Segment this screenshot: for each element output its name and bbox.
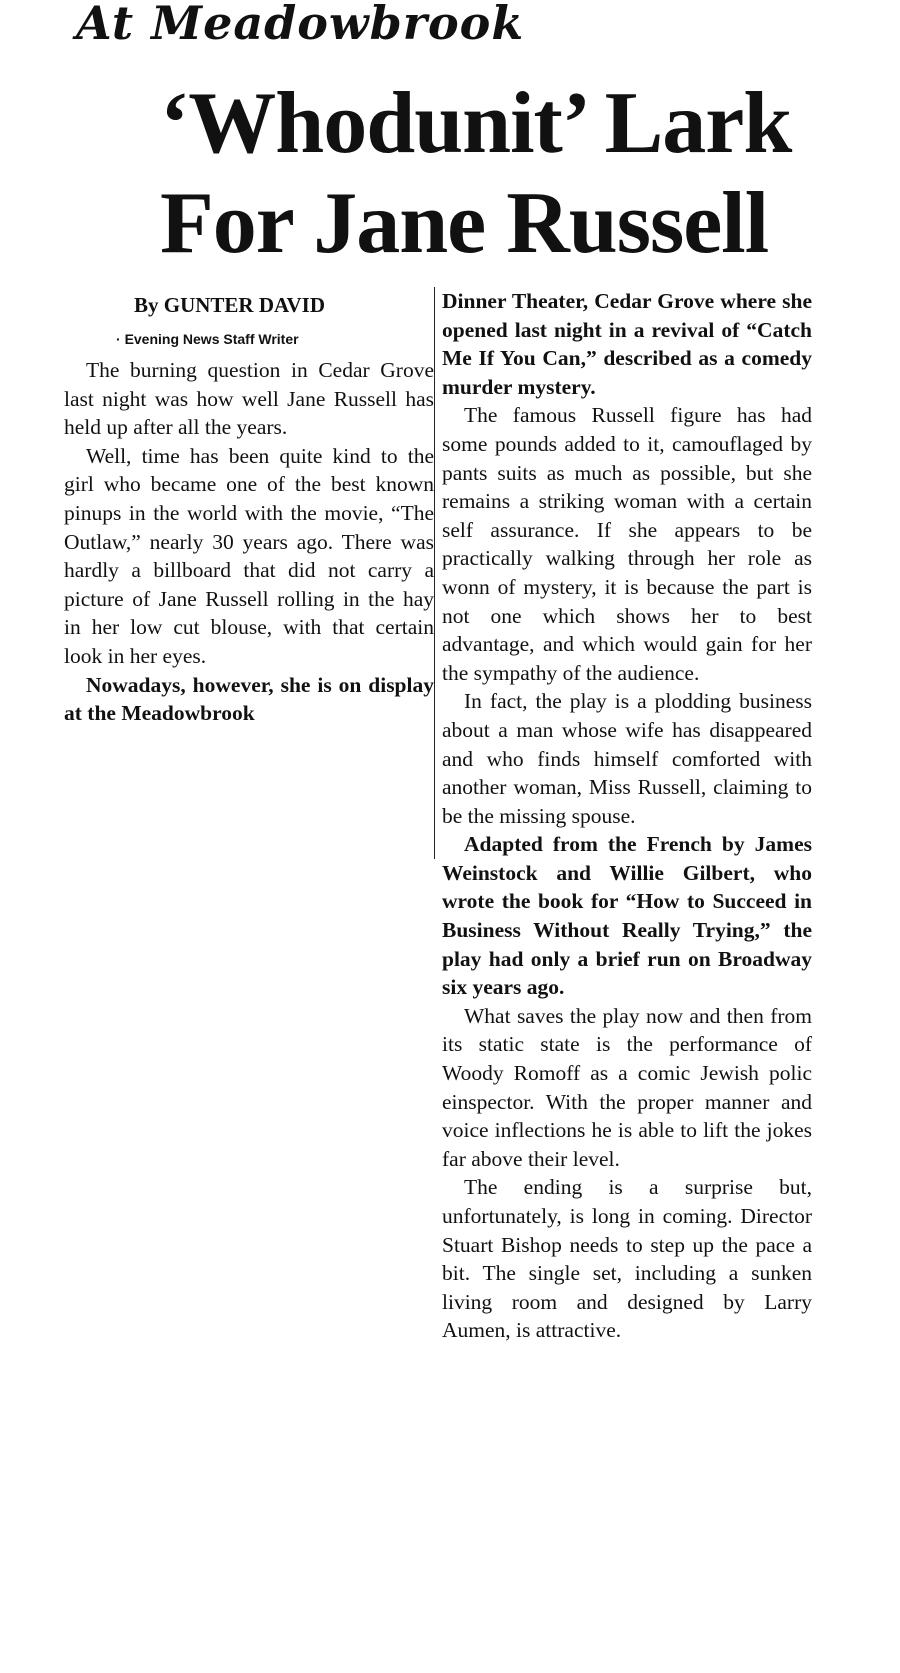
paragraph: The ending is a surprise but, unfortunately, is long in coming. Director Stuart Bishop needs to step up the pace a bit. The single set, including a sunken living room and designed by Larry Aumen, is attractive.	[442, 1175, 812, 1343]
staff-line: · Evening News Staff Writer	[116, 331, 299, 347]
paragraph: The famous Russell figure has had some pounds added to it, camouflaged by pants suits as much as possible, but she remains a striking woman with a certain self assurance. If she appears to be practically walking through her role as wonn of mystery, it is because the part is not one which shows her to best advantage, and which would gain for her the sympathy of the audience.	[442, 403, 812, 685]
paragraph: The burning question in Cedar Grove last night was how well Jane Russell has held up after all the years.	[64, 358, 434, 440]
paragraph: Dinner Theater, Cedar Grove where she opened last night in a revival of “Catch Me If You Can,” described as a comedy murder mystery.	[442, 289, 812, 399]
byline: By GUNTER DAVID	[134, 293, 325, 317]
paragraph: Adapted from the French by James Weinstock and Willie Gilbert, who wrote the book for “How to Succeed in Business Without Really Trying,” the play had only a brief run on Broadway six years ago.	[442, 832, 812, 1000]
paragraph: Nowadays, however, she is on display at the Meadowbrook	[64, 672, 434, 726]
staff-label: Evening News Staff Writer	[124, 331, 299, 347]
paragraph: In fact, the play is a plodding business about a man whose wife has disappeared and who finds himself comforted with another woman, Miss Russell, claiming to be the missing spouse.	[442, 689, 812, 828]
headline-line-2: For Jane Russell	[160, 175, 769, 272]
column-1	[64, 356, 434, 728]
kicker: At Meadowbrook	[76, 0, 525, 50]
headline-line-1: ‘Whodunit’ Lark	[160, 75, 792, 172]
headline	[160, 74, 880, 274]
paragraph: Well, time has been quite kind to the girl who became one of the best known pinups in the world with the movie, “The Outlaw,” nearly 30 years ago. There was hardly a billboard that did not carry a picture of Jane Russell rolling in the hay in her low cut blouse, with that certain look in her eyes.	[64, 443, 434, 668]
paragraph: What saves the play now and then from its static state is the performance of Woody Romoff as a comic Jewish polic einspector. With the proper manner and voice inflections he is able to lift the jokes far above their level.	[442, 1003, 812, 1171]
column-2	[442, 287, 812, 1345]
column-rule	[434, 287, 435, 859]
